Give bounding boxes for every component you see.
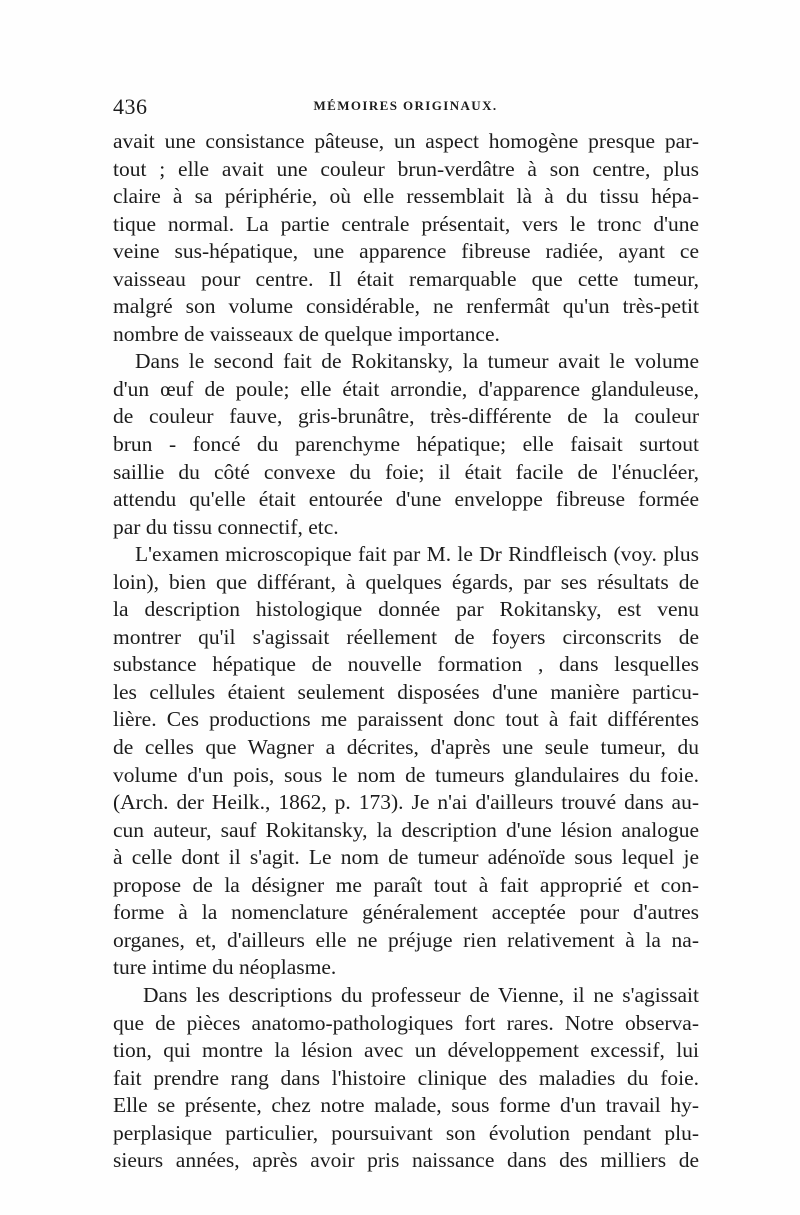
text-line: organes, et, d'ailleurs elle ne préjuge rien relativement à la na- xyxy=(113,927,699,952)
text-line: cun auteur, sauf Rokitansky, la description d'une lésion analogue xyxy=(113,817,699,842)
text-line: loin), bien que différant, à quelques égards, par ses résultats de xyxy=(113,569,699,594)
text-line: volume d'un pois, sous le nom de tumeurs glandulaires du foie. xyxy=(113,762,699,787)
text-line: que de pièces anatomo-pathologiques fort rares. Notre observa- xyxy=(113,1010,699,1035)
text-line: à celle dont il s'agit. Le nom de tumeur adénoïde sous lequel je xyxy=(113,845,699,870)
body-text xyxy=(113,128,699,1175)
text-line: de couleur fauve, gris-brunâtre, très-différente de la couleur xyxy=(113,404,699,429)
text-line: fait prendre rang dans l'histoire clinique des maladies du foie. xyxy=(113,1065,699,1090)
text-line: ture intime du néoplasme. xyxy=(113,955,337,980)
text-line: L'examen microscopique fait par M. le Dr Rindfleisch (voy. plus xyxy=(135,542,699,567)
text-line: montrer qu'il s'agissait réellement de foyers circonscrits de xyxy=(113,624,699,649)
text-line: tique normal. La partie centrale présentait, vers le tronc d'une xyxy=(113,211,699,236)
text-line: lière. Ces productions me paraissent donc tout à fait différentes xyxy=(113,707,699,732)
text-line: les cellules étaient seulement disposées d'une manière particu- xyxy=(113,679,699,704)
text-line: de celles que Wagner a décrites, d'après une seule tumeur, du xyxy=(113,735,699,760)
text-line: tout ; elle avait une couleur brun-verdâtre à son centre, plus xyxy=(113,156,699,181)
text-line: vaisseau pour centre. Il était remarquable que cette tumeur, xyxy=(113,266,699,291)
text-line: nombre de vaisseaux de quelque importance. xyxy=(113,321,500,346)
page-header xyxy=(113,92,698,122)
text-line: veine sus-hépatique, une apparence fibreuse radiée, ayant ce xyxy=(113,239,699,264)
text-line: d'un œuf de poule; elle était arrondie, d'apparence glanduleuse, xyxy=(113,376,699,401)
text-line: propose de la désigner me paraît tout à fait approprié et con- xyxy=(113,872,699,897)
page-number: 436 xyxy=(113,94,148,119)
text-line: Dans les descriptions du professeur de Vienne, il ne s'agissait xyxy=(143,982,699,1007)
running-head: MÉMOIRES ORIGINAUX. xyxy=(313,98,498,113)
text-line: attendu qu'elle était entourée d'une enveloppe fibreuse formée xyxy=(113,487,699,512)
text-line: perplasique particulier, poursuivant son évolution pendant plu- xyxy=(113,1120,699,1145)
text-line: substance hépatique de nouvelle formation , dans lesquelles xyxy=(113,652,699,677)
text-line: Dans le second fait de Rokitansky, la tumeur avait le volume xyxy=(135,349,699,374)
text-line: malgré son volume considérable, ne renfermât qu'un très-petit xyxy=(113,294,699,319)
text-line: (Arch. der Heilk., 1862, p. 173). Je n'ai d'ailleurs trouvé dans au- xyxy=(113,790,699,815)
text-line: claire à sa périphérie, où elle ressemblait là à du tissu hépa- xyxy=(113,184,699,209)
text-line: sieurs années, après avoir pris naissance dans des milliers de xyxy=(113,1148,699,1173)
text-line: saillie du côté convexe du foie; il était facile de l'énucléer, xyxy=(113,459,699,484)
text-line: la description histologique donnée par Rokitansky, est venu xyxy=(113,597,699,622)
text-line: brun - foncé du parenchyme hépatique; elle faisait surtout xyxy=(113,432,699,457)
text-line: Elle se présente, chez notre malade, sous forme d'un travail hy- xyxy=(113,1093,699,1118)
text-line: forme à la nomenclature généralement acceptée pour d'autres xyxy=(113,900,699,925)
text-line: avait une consistance pâteuse, un aspect homogène presque par- xyxy=(113,129,699,153)
text-line: tion, qui montre la lésion avec un développement excessif, lui xyxy=(113,1038,699,1063)
text-line: par du tissu connectif, etc. xyxy=(113,514,339,539)
